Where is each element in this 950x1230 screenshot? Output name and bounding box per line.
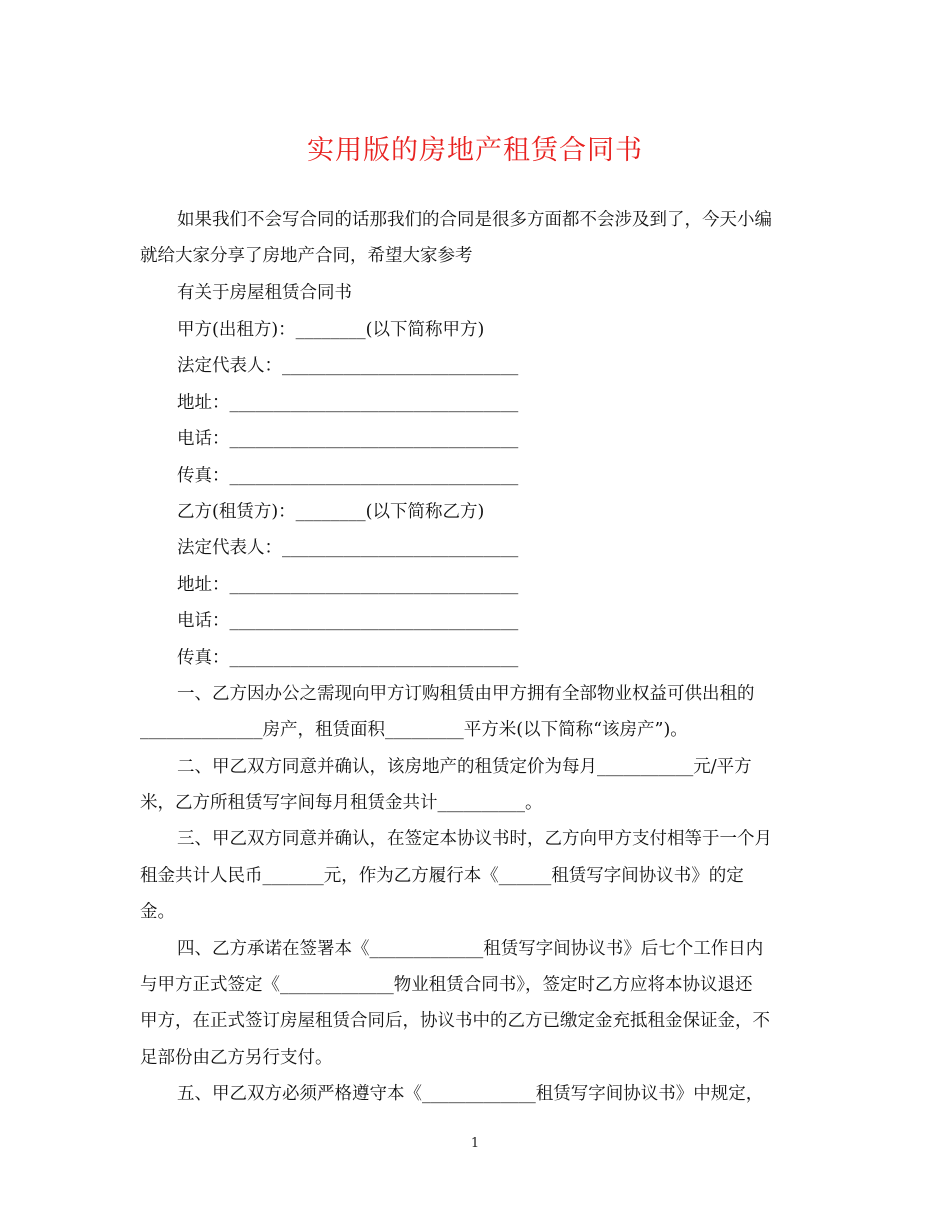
document-title: 实用版的房地产租赁合同书 (307, 135, 643, 166)
clause-4-line: 四、乙方承诺在签署本《_____________租赁写字间协议书》后七个工作日内 (177, 939, 764, 959)
form-line-fax-a: 传真：_________________________________ (177, 466, 519, 486)
form-line-phone-b: 电话：_________________________________ (177, 611, 519, 631)
clause-2-line: 米，乙方所租赁写字间每月租赁金共计__________。 (140, 793, 543, 813)
clause-5-line: 五、甲乙双方必须严格遵守本《_____________租赁写字间协议书》中规定， (177, 1084, 764, 1104)
clause-4-line: 与甲方正式签定《_____________物业租赁合同书》，签定时乙方应将本协议退还 (140, 975, 753, 995)
clause-4-line: 甲方，在正式签订房屋租赁合同后，协议书中的乙方已缴定金充抵租金保证金，不 (140, 1011, 770, 1031)
form-line-phone-a: 电话：_________________________________ (177, 429, 519, 449)
clause-2-line: 二、甲乙双方同意并确认，该房地产的租赁定价为每月___________元/平方 (177, 757, 752, 777)
clause-3-line: 三、甲乙双方同意并确认，在签定本协议书时，乙方向甲方支付相等于一个月 (177, 829, 772, 849)
clause-3-line: 金。 (140, 902, 175, 922)
form-line-party-a: 甲方(出租方)：________(以下简称甲方) (177, 320, 485, 340)
form-line-legal-rep-a: 法定代表人：___________________________ (177, 356, 519, 376)
form-line-fax-b: 传真：_________________________________ (177, 648, 519, 668)
paragraph-line: 如果我们不会写合同的话那我们的合同是很多方面都不会涉及到了，今天小编 (177, 210, 772, 230)
page-number: 1 (470, 1136, 480, 1151)
clause-4-line: 足部份由乙方另行支付。 (140, 1048, 333, 1068)
form-line-legal-rep-b: 法定代表人：___________________________ (177, 538, 519, 558)
clause-1-line: ______________房产，租赁面积_________平方米(以下简称“该房产”)。 (140, 720, 688, 740)
clause-3-line: 租金共计人民币_______元，作为乙方履行本《______租赁写字间协议书》的定 (140, 866, 744, 886)
form-line-address-b: 地址：_________________________________ (177, 575, 519, 595)
form-line-address-a: 地址：_________________________________ (177, 393, 519, 413)
clause-1-line: 一、乙方因办公之需现向甲方订购租赁由甲方拥有全部物业权益可供出租的 (177, 684, 755, 704)
paragraph-line: 就给大家分享了房地产合同，希望大家参考 (140, 246, 473, 266)
paragraph-line: 有关于房屋租赁合同书 (177, 283, 352, 303)
form-line-party-b: 乙方(租赁方)：________(以下简称乙方) (177, 502, 485, 522)
